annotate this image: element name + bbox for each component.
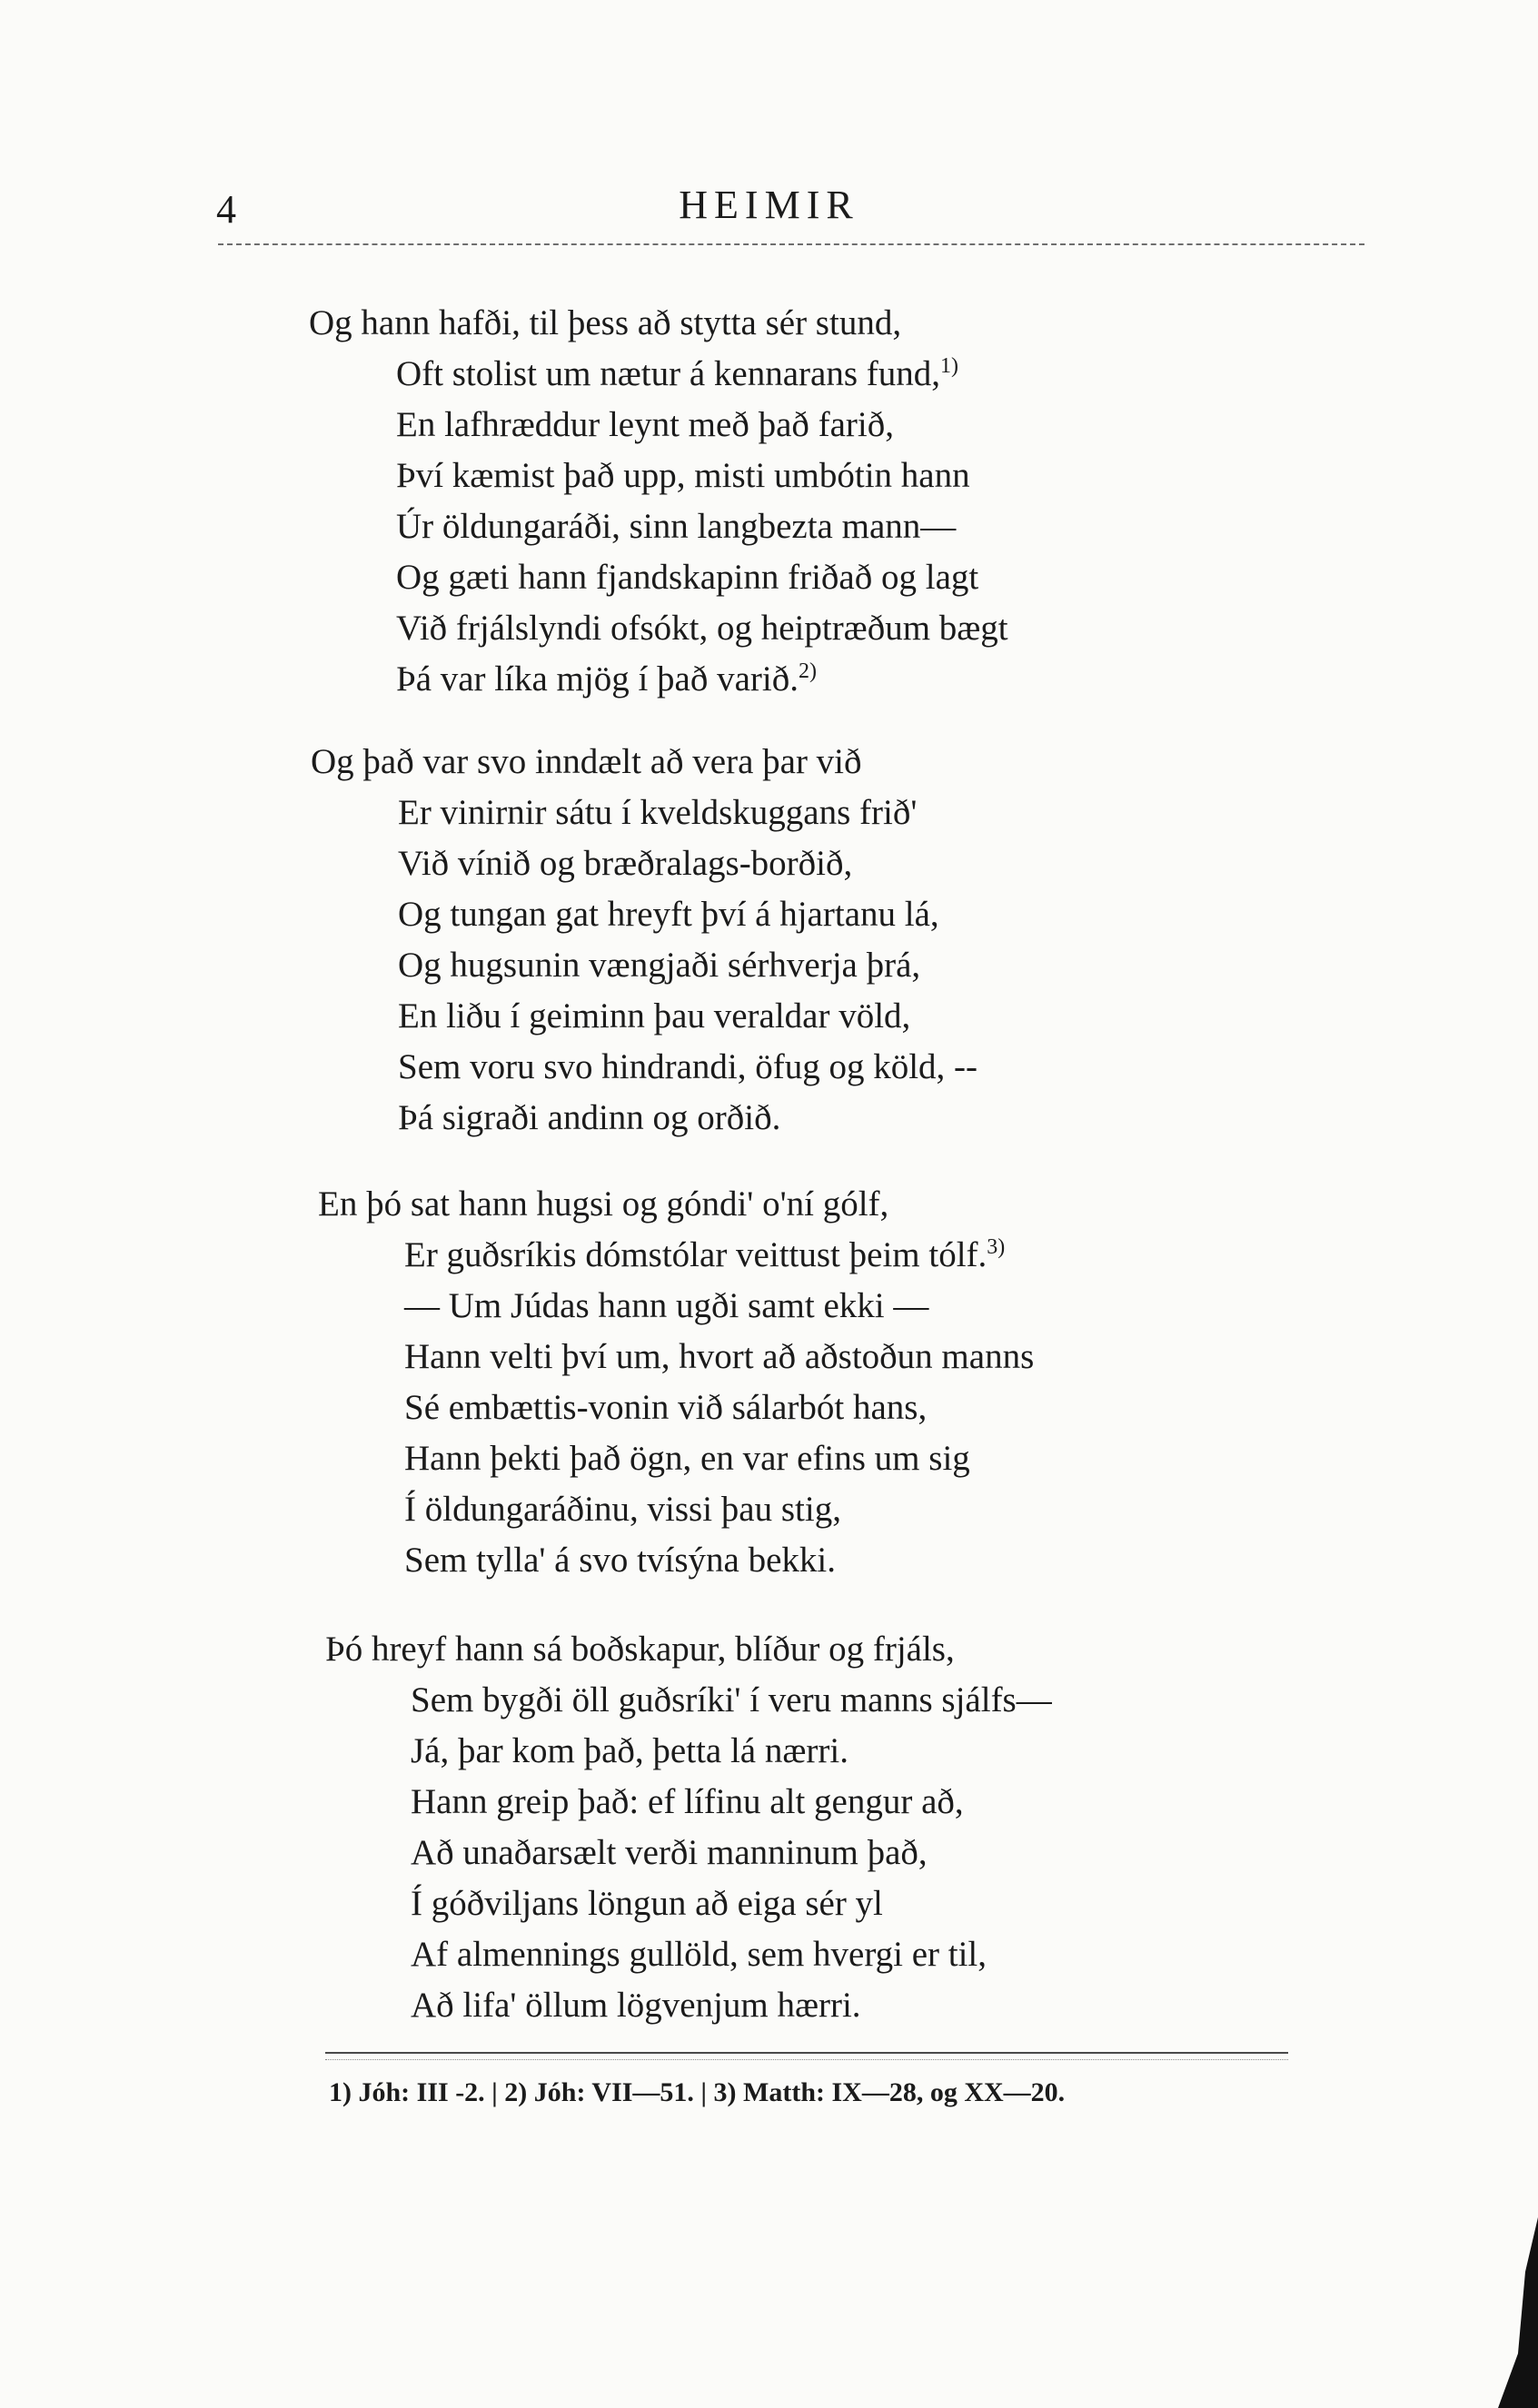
page-number: 4: [216, 187, 236, 232]
verse-line: Já, þar kom það, þetta lá nærri.: [411, 1731, 848, 1770]
verse-line: Þó hreyf hann sá boðskapur, blíður og frjáls,: [325, 1630, 955, 1669]
verse-line: Oft stolist um nætur á kennarans fund,$^{1)}$: [396, 354, 958, 393]
verse-line: Hann greip það: ef lífinu alt gengur að,: [411, 1782, 964, 1821]
verse-line: Þá var líka mjög í það varið.$^{2)}$: [396, 659, 817, 699]
footnote-rule: [325, 2052, 1288, 2054]
verse-line: Er vinirnir sátu í kveldskuggans frið': [398, 793, 918, 832]
footnote-marker: 2): [798, 659, 817, 683]
verse-line: Sem tylla' á svo tvísýna bekki.: [404, 1541, 836, 1580]
verse-line: Sem voru svo hindrandi, öfug og köld, --: [398, 1047, 978, 1086]
verse-line: Og tungan gat hreyft því á hjartanu lá,: [398, 895, 939, 934]
verse-line: Er guðsríkis dómstólar veittust þeim tólf.$^{3)}$: [404, 1235, 1006, 1274]
verse-line: Sé embættis-vonin við sálarbót hans,: [404, 1388, 928, 1427]
verse-line: Við vínið og bræðralags-borðið,: [398, 844, 853, 883]
verse-line: Því kæmist það upp, misti umbótin hann: [396, 456, 970, 495]
verse-line: Þá sigraði andinn og orðið.: [398, 1098, 781, 1137]
footnote-marker: 3): [987, 1235, 1006, 1259]
verse-line: Sem bygði öll guðsríki' í veru manns sjálfs—: [411, 1680, 1052, 1719]
footnote-marker: 1): [940, 354, 958, 378]
footnotes: 1) Jóh: III -2. | 2) Jóh: VII—51. | 3) Matth: IX—28, og XX—20.: [329, 2077, 1066, 2107]
running-head: HEIMIR: [679, 183, 859, 227]
verse-line: Að unaðarsælt verði manninum það,: [411, 1833, 928, 1872]
verse-line: Og það var svo inndælt að vera þar við: [311, 742, 862, 781]
verse-line: Að lifa' öllum lögvenjum hærri.: [411, 1986, 861, 2025]
verse-line: Hann velti því um, hvort að aðstoðun manns: [404, 1337, 1035, 1376]
verse-line: Hann þekti það ögn, en var efins um sig: [404, 1439, 970, 1478]
verse-line: Og hugsunin vængjaði sérhverja þrá,: [398, 946, 921, 985]
verse-line: Í góðviljans löngun að eiga sér yl: [411, 1884, 883, 1923]
verse-line: Af almennings gullöld, sem hvergi er til,: [411, 1935, 987, 1974]
footnote-rule-dotted: [325, 2059, 1288, 2060]
page-edge-mark: [1498, 2217, 1538, 2408]
verse-line: Úr öldungaráði, sinn langbezta mann—: [396, 507, 957, 546]
verse-line: Og gæti hann fjandskapinn friðað og lagt: [396, 558, 979, 597]
header-rule: [218, 243, 1364, 245]
verse-line: En liðu í geiminn þau veraldar völd,: [398, 996, 911, 1036]
verse-line: Í öldungaráðinu, vissi þau stig,: [404, 1490, 841, 1529]
verse-line: En lafhræddur leynt með það farið,: [396, 405, 894, 444]
verse-line: Við frjálslyndi ofsókt, og heiptræðum bægt: [396, 609, 1008, 648]
verse-line: — Um Júdas hann ugði samt ekki —: [404, 1286, 929, 1325]
verse-line: Og hann hafði, til þess að stytta sér stund,: [309, 303, 902, 342]
verse-line: En þó sat hann hugsi og góndi' o'ní gólf,: [318, 1184, 889, 1224]
